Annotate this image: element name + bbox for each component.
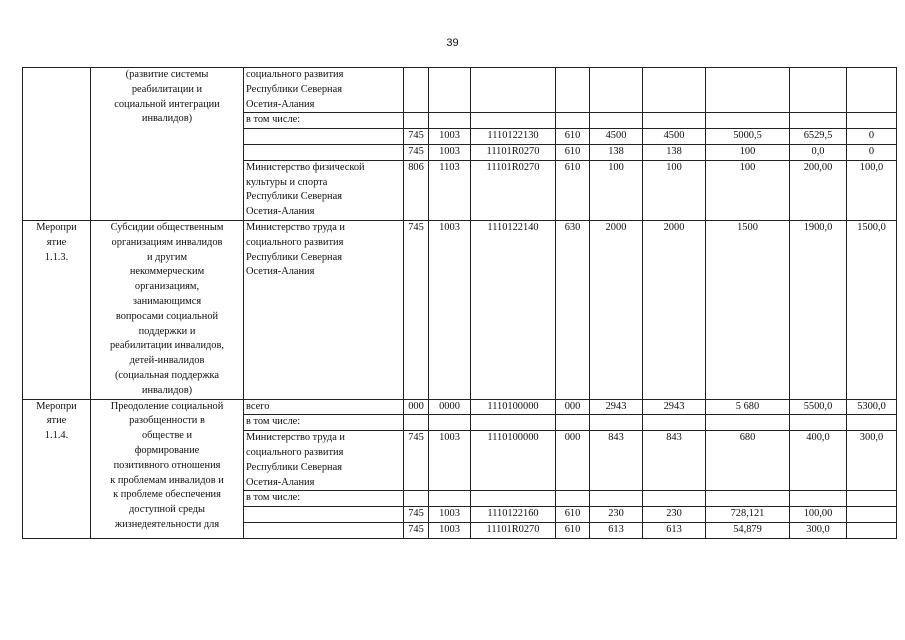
cell: 610 — [556, 129, 590, 145]
cell — [790, 68, 847, 113]
cell: 100 — [706, 144, 790, 160]
cell: 100 — [706, 160, 790, 220]
event-description-cell: Субсидии общественным организациям инвалидов и другим некоммерческим организациям, занимающимся вопросами социальной поддержки и реабилитации инвалидов, детей-инвалидов (социальная поддержка инвалидов) — [91, 220, 244, 399]
cell: 610 — [556, 144, 590, 160]
cell: 745 — [404, 129, 429, 145]
cell: 745 — [404, 431, 429, 491]
cell — [429, 491, 471, 507]
cell: 2000 — [590, 220, 643, 399]
cell — [643, 113, 706, 129]
cell — [590, 68, 643, 113]
cell: 1003 — [429, 129, 471, 145]
cell — [847, 415, 897, 431]
cell: 680 — [706, 431, 790, 491]
cell: 5 680 — [706, 399, 790, 415]
cell: 2000 — [643, 220, 706, 399]
cell — [847, 522, 897, 538]
cell: 1003 — [429, 522, 471, 538]
cell — [471, 68, 556, 113]
executor-cell: в том числе: — [244, 491, 404, 507]
cell: 1003 — [429, 431, 471, 491]
cell — [556, 113, 590, 129]
cell — [790, 415, 847, 431]
cell — [706, 491, 790, 507]
cell: 300,0 — [790, 522, 847, 538]
cell: 11101R0270 — [471, 522, 556, 538]
cell — [847, 507, 897, 523]
cell: 1003 — [429, 144, 471, 160]
cell: 5000,5 — [706, 129, 790, 145]
cell: 6529,5 — [790, 129, 847, 145]
cell — [590, 491, 643, 507]
cell: 745 — [404, 507, 429, 523]
cell — [404, 415, 429, 431]
cell: 745 — [404, 220, 429, 399]
event-cell: Меропри ятие 1.1.4. — [23, 399, 91, 538]
cell: 0,0 — [790, 144, 847, 160]
cell — [706, 415, 790, 431]
cell: 610 — [556, 522, 590, 538]
cell — [847, 68, 897, 113]
executor-cell: Министерство физической культуры и спорта Республики Северная Осетия-Алания — [244, 160, 404, 220]
cell: 000 — [556, 399, 590, 415]
cell: 728,121 — [706, 507, 790, 523]
event-description-cell: Преодоление социальной разобщенности в обществе и формирование позитивного отношения к проблемам инвалидов и к проблеме обеспечения доступной среды жизнедеятельности для — [91, 399, 244, 538]
cell — [790, 113, 847, 129]
cell: 1110122140 — [471, 220, 556, 399]
table-row — [23, 220, 897, 399]
cell: 843 — [643, 431, 706, 491]
cell: 745 — [404, 522, 429, 538]
cell: 1110122160 — [471, 507, 556, 523]
executor-cell — [244, 507, 404, 523]
cell — [643, 68, 706, 113]
table-row — [23, 68, 897, 113]
cell — [429, 415, 471, 431]
cell — [556, 491, 590, 507]
cell: 2943 — [643, 399, 706, 415]
cell: 100,00 — [790, 507, 847, 523]
cell: 54,879 — [706, 522, 790, 538]
executor-cell: в том числе: — [244, 415, 404, 431]
cell — [429, 113, 471, 129]
cell: 806 — [404, 160, 429, 220]
cell: 5300,0 — [847, 399, 897, 415]
cell: 230 — [643, 507, 706, 523]
event-cell: Меропри ятие 1.1.3. — [23, 220, 91, 399]
budget-table — [22, 67, 897, 539]
executor-cell: социального развития Республики Северная Осетия-Алания — [244, 68, 404, 113]
table-row — [23, 399, 897, 415]
cell: 138 — [590, 144, 643, 160]
cell: 1500,0 — [847, 220, 897, 399]
cell: 1003 — [429, 507, 471, 523]
cell: 1900,0 — [790, 220, 847, 399]
cell — [706, 113, 790, 129]
cell — [847, 491, 897, 507]
event-description-cell: (развитие системы реабилитации и социальной интеграции инвалидов) — [91, 68, 244, 221]
cell — [590, 113, 643, 129]
cell: 138 — [643, 144, 706, 160]
cell — [706, 68, 790, 113]
executor-cell — [244, 129, 404, 145]
cell: 610 — [556, 160, 590, 220]
cell — [429, 68, 471, 113]
cell: 1110122130 — [471, 129, 556, 145]
executor-cell: всего — [244, 399, 404, 415]
executor-cell: в том числе: — [244, 113, 404, 129]
cell — [643, 415, 706, 431]
cell: 0000 — [429, 399, 471, 415]
cell: 5500,0 — [790, 399, 847, 415]
cell: 630 — [556, 220, 590, 399]
cell: 613 — [643, 522, 706, 538]
cell: 300,0 — [847, 431, 897, 491]
cell: 11101R0270 — [471, 160, 556, 220]
cell — [471, 415, 556, 431]
executor-cell — [244, 522, 404, 538]
cell: 610 — [556, 507, 590, 523]
event-cell — [23, 68, 91, 221]
cell: 4500 — [643, 129, 706, 145]
executor-cell: Министерство труда и социального развития Республики Северная Осетия-Алания — [244, 220, 404, 399]
cell — [471, 491, 556, 507]
cell: 1110100000 — [471, 431, 556, 491]
cell — [556, 68, 590, 113]
cell: 0 — [847, 129, 897, 145]
cell — [847, 113, 897, 129]
cell: 0 — [847, 144, 897, 160]
cell: 230 — [590, 507, 643, 523]
executor-cell: Министерство труда и социального развития Республики Северная Осетия-Алания — [244, 431, 404, 491]
cell: 613 — [590, 522, 643, 538]
cell — [790, 491, 847, 507]
cell: 1500 — [706, 220, 790, 399]
cell — [556, 415, 590, 431]
cell: 1103 — [429, 160, 471, 220]
cell: 400,0 — [790, 431, 847, 491]
page-number: 39 — [446, 37, 459, 49]
cell: 745 — [404, 144, 429, 160]
cell — [404, 491, 429, 507]
cell: 100 — [590, 160, 643, 220]
cell: 000 — [556, 431, 590, 491]
cell: 100,0 — [847, 160, 897, 220]
cell — [404, 113, 429, 129]
cell — [404, 68, 429, 113]
cell: 1110100000 — [471, 399, 556, 415]
cell — [471, 113, 556, 129]
cell: 1003 — [429, 220, 471, 399]
cell: 11101R0270 — [471, 144, 556, 160]
cell: 200,00 — [790, 160, 847, 220]
cell — [643, 491, 706, 507]
cell: 000 — [404, 399, 429, 415]
cell: 2943 — [590, 399, 643, 415]
cell: 843 — [590, 431, 643, 491]
cell — [590, 415, 643, 431]
cell: 100 — [643, 160, 706, 220]
cell: 4500 — [590, 129, 643, 145]
executor-cell — [244, 144, 404, 160]
